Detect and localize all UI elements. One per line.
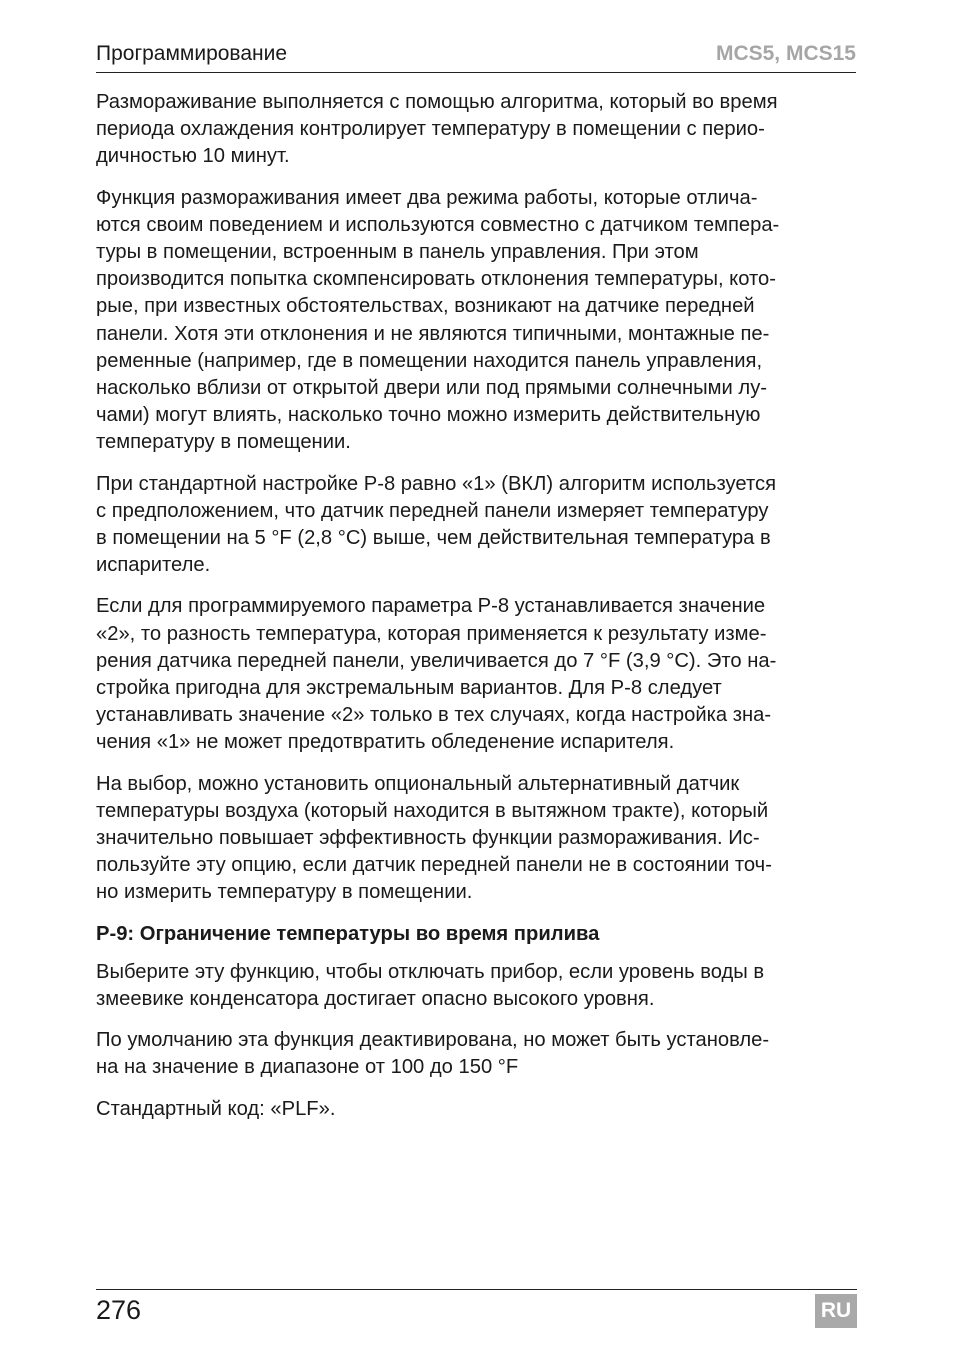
section-title: Программирование [96,42,288,65]
language-badge: RU [815,1294,857,1328]
paragraph-p9-code: Стандартный код: «PLF». [96,1097,336,1120]
paragraph-setting-two: Если для программируемого параметра P-8 устанавливается значение «2», то разность температура, которая применяется к результату изме- рения датчика передней панели, увеличивается до 7 °F (3,9 °C). Это на- стройка пригодна для экстремальным вариантов. Для P-8 следует устанавливать значение «2» только в тех случаях, когда настройка зна- чения «1» не может предотвратить обледенение испарителя. [96,595,777,754]
paragraph-p9-purpose: Выберите эту функцию, чтобы отключать прибор, если уровень воды в змеевике конденсатора достигает опасно высокого уровня. [96,960,765,1010]
paragraph-optional-sensor: На выбор, можно установить опциональный альтернативный датчик температуры воздуха (который находится в вытяжном тракте), который значительно повышает эффективность функции размораживания. Ис- пользуйте эту опцию, если датчик передней панели не в состоянии точ- но измерить температуру в помещении. [96,772,772,904]
paragraph-defrost-intro: Размораживание выполняется с помощью алгоритма, который во время периода охлаждения контролирует температуру в помещении с перио- дичностью 10 минут. [96,91,778,168]
paragraph-standard-setting: При стандартной настройке P-8 равно «1» (ВКЛ) алгоритм используется с предположением, что датчик передней панели измеряет температуру в помещении на 5 °F (2,8 °C) выше, чем действительная температура в испарителе. [96,472,777,577]
paragraph-defrost-modes: Функция размораживания имеет два режима работы, которые отлича- ются своим поведением и используются совместно с датчиком темпера- туры в помещении, встроенным в панель управления. При этом производится попытка скомпенсировать отклонения температуры, кото- рые, при известных обстоятельствах, возникают на датчике передней панели. Хотя эти отклонения и не являются типичными, монтажные пе- ременные (например, где в помещении находится панель управления, насколько вблизи от открытой двери или под прямыми солнечными лу- чами) могут влиять, насколько точно можно измерить действительную температуру в помещении. [96,186,780,454]
page-header [96,40,856,73]
page-number: 276 [96,1295,142,1325]
page-footer [96,1289,857,1325]
page-content [96,89,858,1137]
paragraph-p9-default: По умолчанию эта функция деактивирована, но может быть установле- на на значение в диапазоне от 100 до 150 °F [96,1029,770,1079]
model-name: MCS5, MCS15 [715,42,856,65]
section-heading-p9: P-9: Ограничение температуры во время прилива [96,922,600,945]
